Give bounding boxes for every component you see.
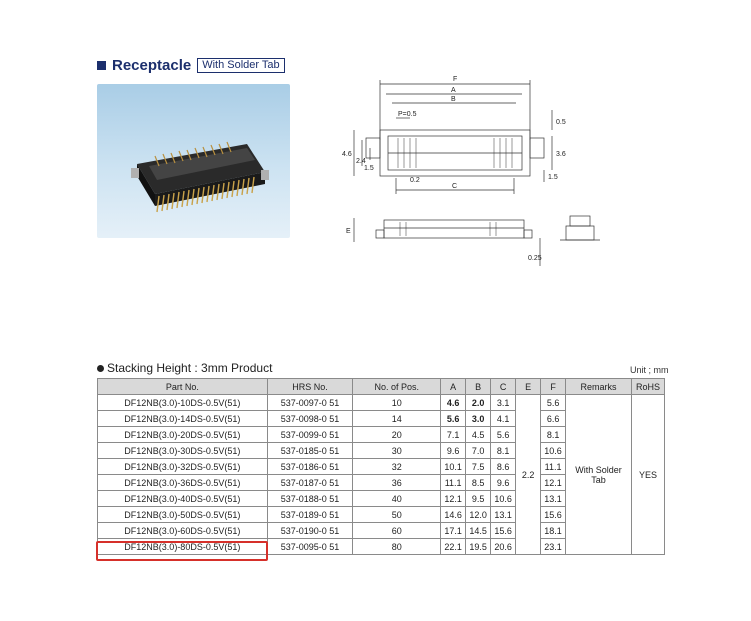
product-photo xyxy=(97,84,290,238)
hrs-no-cell: 537-0097-0 51 xyxy=(267,395,353,411)
f-cell: 15.6 xyxy=(541,507,566,523)
part-no-cell: DF12NB(3.0)-50DS-0.5V(51) xyxy=(98,507,268,523)
subtitle-text: Stacking Height : 3mm Product xyxy=(107,361,273,375)
dim-46-label: 4.6 xyxy=(342,151,352,158)
c-cell: 4.1 xyxy=(491,411,516,427)
f-cell: 5.6 xyxy=(541,395,566,411)
dim-02-label: 0.2 xyxy=(410,177,420,184)
section-title xyxy=(97,57,285,74)
f-cell: 10.6 xyxy=(541,443,566,459)
c-cell: 8.1 xyxy=(491,443,516,459)
part-no-cell: DF12NB(3.0)-80DS-0.5V(51) xyxy=(98,539,268,555)
dim-p-label: P=0.5 xyxy=(398,111,417,118)
hrs-no-cell: 537-0188-0 51 xyxy=(267,491,353,507)
hrs-no-cell: 537-0099-0 51 xyxy=(267,427,353,443)
a-cell: 12.1 xyxy=(441,491,466,507)
col-header-a: A xyxy=(441,379,466,395)
pos-cell: 60 xyxy=(353,523,441,539)
hrs-no-cell: 537-0189-0 51 xyxy=(267,507,353,523)
b-cell: 19.5 xyxy=(466,539,491,555)
col-header-remarks: Remarks xyxy=(566,379,632,395)
pos-cell: 80 xyxy=(353,539,441,555)
f-cell: 18.1 xyxy=(541,523,566,539)
pos-cell: 32 xyxy=(353,459,441,475)
b-cell: 9.5 xyxy=(466,491,491,507)
a-cell: 11.1 xyxy=(441,475,466,491)
remarks-cell: With Solder Tab xyxy=(566,395,632,555)
part-no-cell: DF12NB(3.0)-14DS-0.5V(51) xyxy=(98,411,268,427)
c-cell: 8.6 xyxy=(491,459,516,475)
dimension-drawing xyxy=(340,70,640,270)
dim-f-label: F xyxy=(453,76,458,83)
b-cell: 8.5 xyxy=(466,475,491,491)
square-bullet-icon xyxy=(97,61,106,70)
col-header-rohs: RoHS xyxy=(631,379,664,395)
col-header-part: Part No. xyxy=(98,379,268,395)
col-header-e: E xyxy=(516,379,541,395)
connector-illustration xyxy=(97,84,290,238)
b-cell: 7.5 xyxy=(466,459,491,475)
b-cell: 4.5 xyxy=(466,427,491,443)
section-subtitle xyxy=(97,361,272,375)
c-cell: 5.6 xyxy=(491,427,516,443)
dim-c-label: C xyxy=(452,183,458,190)
col-header-b: B xyxy=(466,379,491,395)
spec-table xyxy=(97,378,665,555)
unit-label: Unit ; mm xyxy=(630,365,669,375)
hrs-no-cell: 537-0190-0 51 xyxy=(267,523,353,539)
part-no-cell: DF12NB(3.0)-20DS-0.5V(51) xyxy=(98,427,268,443)
hrs-no-cell: 537-0186-0 51 xyxy=(267,459,353,475)
col-header-hrs: HRS No. xyxy=(267,379,353,395)
b-cell: 3.0 xyxy=(466,411,491,427)
b-cell: 2.0 xyxy=(466,395,491,411)
f-cell: 13.1 xyxy=(541,491,566,507)
table-header-row xyxy=(98,379,665,395)
f-cell: 12.1 xyxy=(541,475,566,491)
dim-24-label: 2.4 xyxy=(356,158,366,165)
title-tag: With Solder Tab xyxy=(197,58,284,73)
part-no-cell: DF12NB(3.0)-40DS-0.5V(51) xyxy=(98,491,268,507)
c-cell: 20.6 xyxy=(491,539,516,555)
a-cell: 22.1 xyxy=(441,539,466,555)
dim-b-label: B xyxy=(451,96,456,103)
pos-cell: 40 xyxy=(353,491,441,507)
hrs-no-cell: 537-0095-0 51 xyxy=(267,539,353,555)
part-no-cell: DF12NB(3.0)-32DS-0.5V(51) xyxy=(98,459,268,475)
f-cell: 23.1 xyxy=(541,539,566,555)
hrs-no-cell: 537-0098-0 51 xyxy=(267,411,353,427)
c-cell: 9.6 xyxy=(491,475,516,491)
part-highlight-box xyxy=(96,541,268,561)
c-cell: 15.6 xyxy=(491,523,516,539)
col-header-c: C xyxy=(491,379,516,395)
page-title: Receptacle xyxy=(112,57,192,74)
part-no-cell: DF12NB(3.0)-30DS-0.5V(51) xyxy=(98,443,268,459)
pos-cell: 36 xyxy=(353,475,441,491)
pos-cell: 10 xyxy=(353,395,441,411)
dim-15a-label: 1.5 xyxy=(364,165,374,172)
dim-a-label: A xyxy=(451,87,456,94)
b-cell: 14.5 xyxy=(466,523,491,539)
dim-025-label: 0.25 xyxy=(528,255,542,262)
dim-15b-label: 1.5 xyxy=(548,174,558,181)
table-row xyxy=(98,395,665,411)
rohs-cell: YES xyxy=(631,395,664,555)
f-cell: 11.1 xyxy=(541,459,566,475)
b-cell: 12.0 xyxy=(466,507,491,523)
c-cell: 13.1 xyxy=(491,507,516,523)
e-cell: 2.2 xyxy=(516,395,541,555)
a-cell: 4.6 xyxy=(441,395,466,411)
hrs-no-cell: 537-0185-0 51 xyxy=(267,443,353,459)
a-cell: 9.6 xyxy=(441,443,466,459)
bullet-icon xyxy=(97,365,104,372)
part-no-cell: DF12NB(3.0)-60DS-0.5V(51) xyxy=(98,523,268,539)
hrs-no-cell: 537-0187-0 51 xyxy=(267,475,353,491)
pos-cell: 20 xyxy=(353,427,441,443)
a-cell: 10.1 xyxy=(441,459,466,475)
f-cell: 6.6 xyxy=(541,411,566,427)
a-cell: 5.6 xyxy=(441,411,466,427)
dim-36-label: 3.6 xyxy=(556,151,566,158)
col-header-pos: No. of Pos. xyxy=(353,379,441,395)
part-no-cell: DF12NB(3.0)-36DS-0.5V(51) xyxy=(98,475,268,491)
part-no-cell: DF12NB(3.0)-10DS-0.5V(51) xyxy=(98,395,268,411)
dim-05-label: 0.5 xyxy=(556,119,566,126)
pos-cell: 14 xyxy=(353,411,441,427)
dim-e-label: E xyxy=(346,228,351,235)
col-header-f: F xyxy=(541,379,566,395)
f-cell: 8.1 xyxy=(541,427,566,443)
c-cell: 3.1 xyxy=(491,395,516,411)
b-cell: 7.0 xyxy=(466,443,491,459)
pos-cell: 50 xyxy=(353,507,441,523)
a-cell: 14.6 xyxy=(441,507,466,523)
c-cell: 10.6 xyxy=(491,491,516,507)
pos-cell: 30 xyxy=(353,443,441,459)
a-cell: 7.1 xyxy=(441,427,466,443)
a-cell: 17.1 xyxy=(441,523,466,539)
